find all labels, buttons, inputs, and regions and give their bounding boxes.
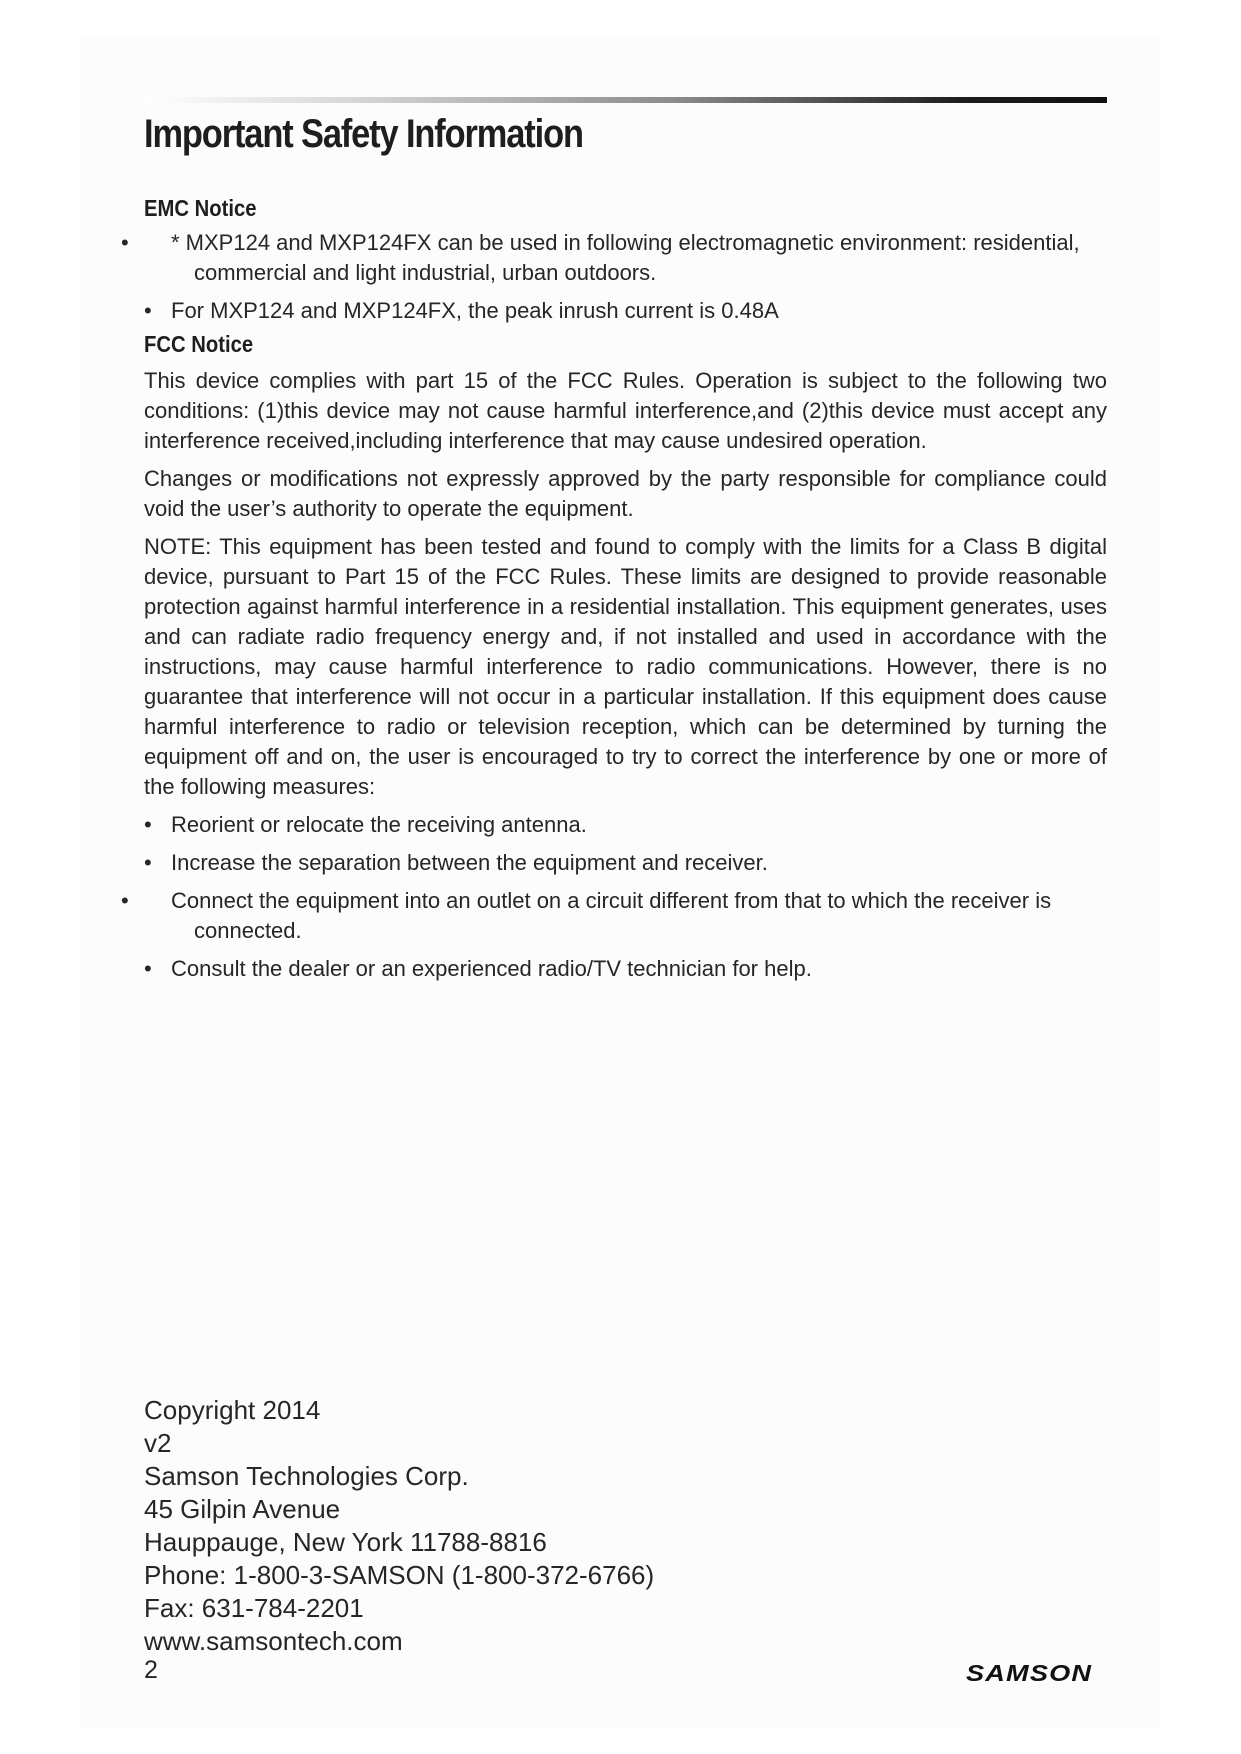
street-address: 45 Gilpin Avenue	[144, 1494, 341, 1524]
fcc-modifications-paragraph: Changes or modifications not expressly approved by the party responsible for compliance could void the user’s authority to operate the equipment.	[144, 466, 1107, 521]
fcc-heading: FCC Notice	[144, 331, 254, 357]
city-address: Hauppauge, New York 11788-8816	[144, 1527, 547, 1557]
version-text: v2	[144, 1428, 172, 1458]
company-name: Samson Technologies Corp.	[144, 1461, 469, 1491]
fcc-measures-list	[144, 810, 1107, 984]
page-title: Important Safety Information	[144, 112, 583, 156]
emc-item-inrush: • For MXP124 and MXP124FX, the peak inrush current is 0.48A	[144, 296, 1107, 326]
copyright-text: Copyright 2014	[144, 1395, 321, 1425]
page-number: 2	[144, 1656, 158, 1684]
website-link: www.samsontech.com	[144, 1626, 403, 1656]
measure-item-separation: • Increase the separation between the equipment and receiver.	[144, 848, 1107, 878]
phone-number: Phone: 1-800-3-SAMSON (1-800-372-6766)	[144, 1560, 655, 1590]
samson-logo: SAMSON	[966, 1660, 1093, 1686]
emc-heading: EMC Notice	[144, 195, 257, 221]
measure-item-outlet: • Connect the equipment into an outlet on a circuit different from that to which the receiver is connected.	[144, 886, 1107, 946]
emc-list	[144, 228, 1107, 326]
measure-item-consult: • Consult the dealer or an experienced radio/TV technician for help.	[144, 954, 1107, 984]
emc-item-environment: • * MXP124 and MXP124FX can be used in following electromagnetic environment: residential, commercial and light industrial, urban outdoors.	[144, 228, 1107, 288]
company-footer	[144, 1394, 654, 1658]
measure-item-reorient: • Reorient or relocate the receiving antenna.	[144, 810, 1107, 840]
main-content	[144, 110, 1107, 984]
fcc-compliance-paragraph: This device complies with part 15 of the FCC Rules. Operation is subject to the following two conditions: (1)this device may not cause harmful interference,and (2)this device must accept any interference received,including interference that may cause undesired operation.	[144, 368, 1107, 453]
fax-number: Fax: 631-784-2201	[144, 1593, 364, 1623]
header-rule	[144, 97, 1107, 103]
fcc-note-paragraph: NOTE: This equipment has been tested and found to comply with the limits for a Class B digital device, pursuant to Part 15 of the FCC Rules. These limits are designed to provide reasonable protection against harmful interference in a residential installation. This equipment generates, uses and can radiate radio frequency energy and, if not installed and used in accordance with the instructions, may cause harmful interference to radio communications. However, there is no guarantee that interference will not occur in a particular installation. If this equipment does cause harmful interference to radio or television reception, which can be determined by turning the equipment off and on, the user is encouraged to try to correct the interference by one or more of the following measures:	[144, 534, 1107, 799]
